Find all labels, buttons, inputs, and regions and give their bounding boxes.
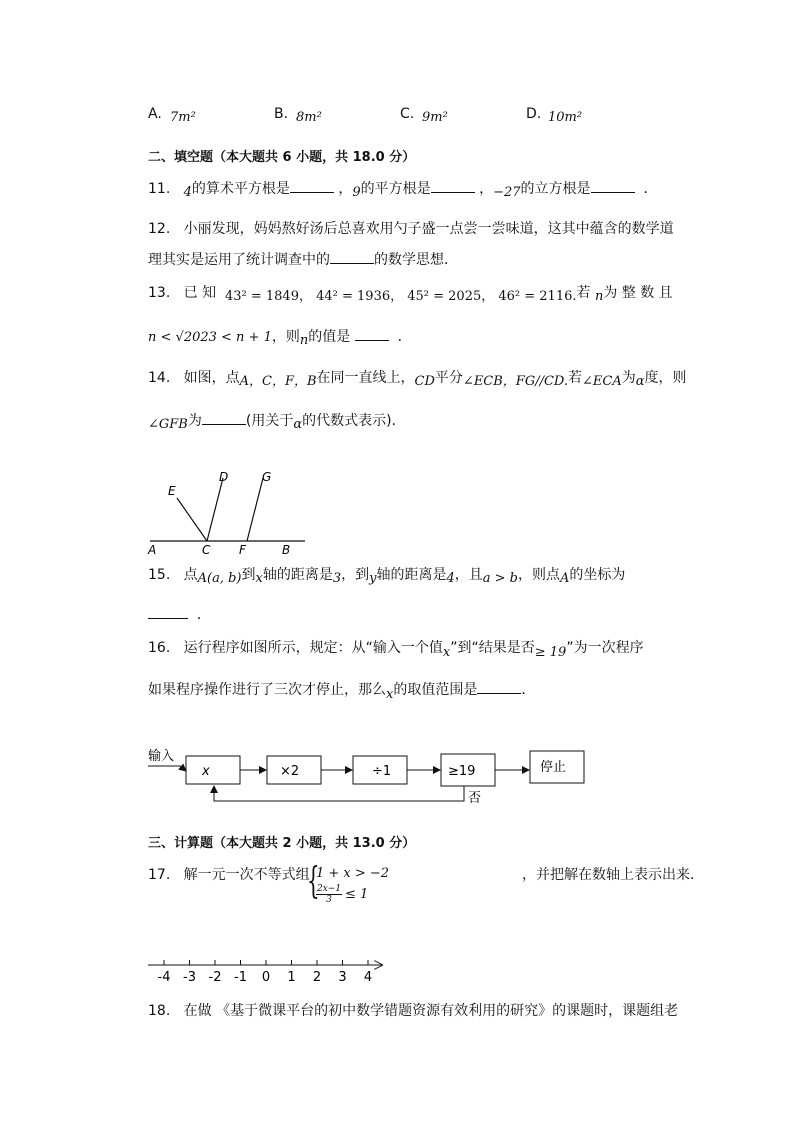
text: 小丽发现，妈妈熬好汤后总喜欢用勺子盛一点尝一尝味道，这其中蕴含的数学道	[183, 221, 674, 237]
math-3: 3	[332, 571, 342, 586]
flow-loop-arrow	[214, 786, 464, 801]
text: ”到“结果是否	[450, 640, 535, 656]
label-e: E	[168, 484, 176, 498]
text: 的算术平方根是	[191, 181, 290, 197]
fraction-numerator: 2x−1	[317, 884, 342, 894]
question-11	[148, 178, 657, 198]
text: 若	[576, 285, 591, 301]
text: 的数学思想．	[374, 252, 458, 268]
question-number: 12.	[148, 221, 171, 237]
flow-input-arrow	[148, 766, 186, 771]
flow-input-label: 输入	[148, 749, 175, 764]
number-line-tick-label: -2	[208, 970, 222, 985]
question-number: 11.	[148, 181, 171, 197]
text: 解一元一次不等式组	[183, 867, 310, 883]
text: 的代数式表示)．	[302, 413, 406, 429]
label-a: A	[148, 543, 157, 557]
inequality-1: 1 + x > −2	[316, 866, 390, 881]
answer-blank[interactable]	[431, 180, 475, 193]
number-line-ticks	[158, 960, 373, 985]
text: 若	[568, 370, 583, 386]
text: 的坐标为	[569, 567, 626, 583]
text: 为	[187, 413, 202, 429]
math-alpha: α	[635, 374, 645, 389]
end-mark: ．	[196, 607, 211, 623]
label-c: C	[202, 543, 211, 557]
ray-ce	[177, 498, 207, 541]
question-12	[148, 218, 674, 238]
answer-blank[interactable]	[330, 251, 374, 264]
question-17	[148, 864, 310, 884]
text: 的值是	[308, 329, 351, 345]
math-4: 4	[183, 185, 192, 200]
question-13	[148, 282, 673, 302]
text: 度，则	[644, 370, 687, 386]
choice-a-value: 7m²	[170, 110, 196, 125]
flow-box-x-label: x	[202, 764, 210, 779]
text: 到	[241, 567, 256, 583]
text: (用关于	[245, 413, 294, 429]
number-line-tick-label: -3	[183, 970, 196, 985]
answer-blank[interactable]	[591, 180, 635, 193]
math-alpha: α	[293, 417, 303, 432]
label-f: F	[239, 543, 246, 557]
answer-blank[interactable]	[290, 180, 334, 193]
system-brace: {	[307, 861, 320, 902]
text: 如图，点	[183, 370, 240, 386]
question-14-line2	[148, 410, 406, 430]
question-13-line2	[148, 326, 412, 346]
text: 为 整 数 且	[603, 285, 673, 301]
math-squares: 43² = 1849， 44² = 1936， 45² = 2025， 46² = 2116.	[224, 289, 577, 304]
choice-a-label: A.	[148, 106, 162, 122]
answer-blank[interactable]	[148, 606, 188, 619]
question-number: 18.	[148, 1003, 171, 1019]
number-line-tick-label: 3	[338, 970, 347, 985]
question-number: 13.	[148, 285, 171, 301]
flow-box-check-label: ≥19	[448, 764, 476, 779]
text: ”为一次程序	[566, 640, 644, 656]
math-points: A，C，F，B	[239, 374, 317, 389]
label-d: D	[219, 470, 229, 484]
math-angle-ecb: ∠ECB，FG//CD.	[462, 374, 569, 389]
number-line-tick-label: 2	[312, 970, 322, 985]
sep: ，	[338, 181, 353, 197]
number-line	[144, 955, 390, 987]
text: ，到	[341, 567, 370, 583]
choice-b-label: B.	[274, 106, 289, 122]
answer-blank[interactable]	[355, 328, 389, 341]
choice-b-value: 8m²	[296, 110, 322, 125]
fraction-denominator: 3	[326, 895, 332, 905]
ineq-rest: ≤ 1	[344, 887, 369, 902]
book-title: 《基于微课平台的初中数学错题资源有效利用的研究》	[216, 1003, 553, 1019]
section-heading-calculation: 三、计算题（本大题共 2 小题，共 13.0 分）	[148, 836, 416, 851]
math-4: 4	[446, 571, 455, 586]
flow-box-div1-label: ÷1	[372, 764, 392, 779]
section-heading-fill-in: 二、填空题（本大题共 6 小题，共 18.0 分）	[148, 150, 416, 165]
question-16-line2	[148, 679, 536, 702]
math-x: x	[386, 687, 394, 702]
math-y: y	[369, 571, 377, 586]
math-x: x	[442, 645, 451, 660]
math-angle-eca: ∠ECA	[582, 374, 622, 389]
question-number: 15.	[148, 567, 171, 583]
math-ge-19: ≥ 19	[534, 645, 567, 660]
math-neg27: −27	[493, 185, 521, 200]
text: 在做	[183, 1003, 212, 1019]
math-n: n	[594, 289, 604, 304]
number-line-tick-label: 1	[287, 970, 296, 985]
text: 的取值范围是	[393, 682, 478, 698]
math-inequality: n < √2023 < n + 1	[148, 330, 272, 345]
choice-c-value: 9m²	[422, 110, 448, 125]
text: 点	[183, 567, 198, 583]
text: ，且	[454, 567, 483, 583]
number-line-tick-label: -1	[234, 970, 247, 985]
question-number: 17.	[148, 867, 171, 883]
math-x: x	[255, 571, 263, 586]
math-condition: a > b	[482, 571, 518, 586]
text: 已 知	[183, 285, 217, 301]
ray-cd	[207, 478, 223, 541]
choice-d-value: 10m²	[548, 110, 583, 125]
number-line-tick-label: -4	[157, 970, 171, 985]
math-9: 9	[352, 185, 361, 200]
text: 平分	[434, 370, 463, 386]
text: 理其实是运用了统计调查中的	[148, 252, 330, 268]
geometry-figure-14	[140, 460, 320, 560]
text: ，则点	[518, 567, 560, 583]
text: 的课题时，课题组老	[552, 1003, 679, 1019]
text: ，则	[271, 329, 300, 345]
sep: ，	[479, 181, 494, 197]
end-mark: ．	[643, 181, 658, 197]
text: 的立方根是	[520, 181, 591, 197]
text: 如果程序操作进行了三次才停止，那么	[148, 682, 386, 698]
text: 为	[621, 370, 636, 386]
end-mark: ．	[521, 682, 536, 698]
flow-no-label: 否	[468, 791, 482, 806]
question-15	[148, 564, 625, 584]
question-17-tail: ，并把解在数轴上表示出来．	[522, 867, 704, 883]
program-flowchart	[140, 744, 600, 810]
label-g: G	[262, 470, 272, 484]
answer-blank[interactable]	[202, 412, 246, 425]
text: 轴的距离是	[262, 567, 333, 583]
math-angle-gfb: ∠GFB	[148, 417, 188, 432]
flow-box-x	[186, 756, 240, 784]
question-18	[148, 1000, 678, 1020]
question-number: 16.	[148, 640, 171, 656]
math-point-a: A(a, b)	[197, 571, 242, 586]
number-line-tick-label: 4	[363, 970, 373, 985]
question-number: 14.	[148, 370, 171, 386]
math-a: A	[560, 571, 570, 586]
text: 在同一直线上，	[316, 370, 415, 386]
ray-fg	[247, 478, 263, 541]
question-12-line2	[148, 249, 458, 269]
question-16	[148, 637, 644, 660]
number-line-tick-label: 0	[261, 970, 271, 985]
text: 的平方根是	[360, 181, 431, 197]
label-b: B	[282, 543, 291, 557]
inequality-2	[316, 884, 368, 905]
answer-blank[interactable]	[477, 681, 521, 694]
fraction	[316, 884, 342, 905]
question-14	[148, 367, 687, 387]
flow-box-stop-label: 停止	[540, 760, 567, 775]
math-cd: CD	[414, 374, 435, 389]
text: 运行程序如图所示，规定：从“输入一个值	[183, 640, 443, 656]
choice-c-label: C.	[400, 106, 415, 122]
text: 轴的距离是	[376, 567, 447, 583]
end-mark: ．	[397, 329, 412, 345]
math-n: n	[299, 333, 309, 348]
choice-d-label: D.	[526, 106, 542, 122]
question-15-line2	[148, 604, 211, 624]
flow-box-times2-label: ×2	[280, 764, 300, 779]
